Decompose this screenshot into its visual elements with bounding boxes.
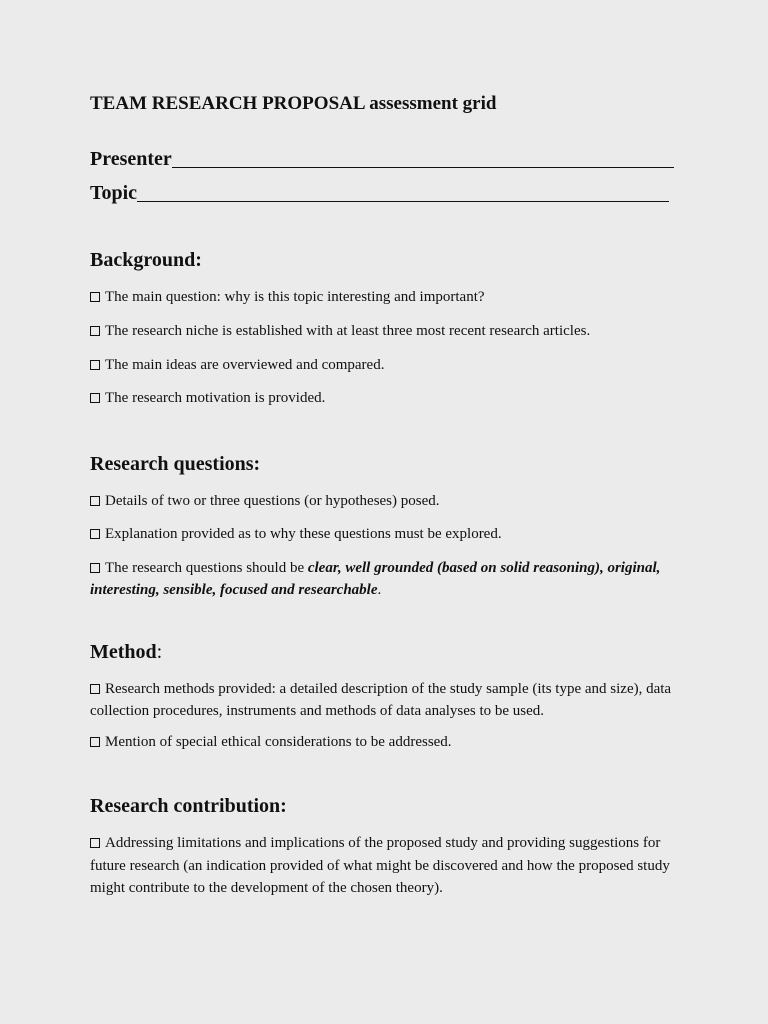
method-heading: Method: [90, 641, 163, 663]
presenter-label: Presenter [90, 148, 172, 170]
background-heading: Background: [90, 249, 202, 271]
method-item: Research methods provided: a detailed description of the study sample (its type and size), data collection procedures, instruments and methods of data analyses to be used. [90, 681, 672, 719]
checkbox[interactable] [90, 326, 100, 336]
background-item: The research motivation is provided. [90, 387, 682, 409]
method-item: Mention of special ethical considerations to be addressed. [90, 731, 682, 753]
research-questions-heading: Research questions: [90, 453, 261, 475]
checkbox[interactable] [90, 360, 100, 370]
checkbox[interactable] [90, 393, 100, 403]
checkbox[interactable] [90, 496, 100, 506]
research-contribution-item: Addressing limitations and implications of the proposed study and providing suggestions for future research (an indication provided of what might be discovered and how the proposed study might contribute to the development of the chosen theory). [90, 835, 670, 896]
checkbox[interactable] [90, 838, 100, 848]
checkbox[interactable] [90, 563, 100, 573]
background-item: The research niche is established with at least three most recent research articles. [90, 320, 682, 342]
presenter-field [90, 148, 674, 171]
presenter-blank-line [172, 166, 674, 168]
research-questions-item: Explanation provided as to why these questions must be explored. [90, 523, 682, 545]
research-questions-item: The research questions should be clear, well grounded (based on solid reasoning), original, interesting, sensible, focused and researchable. [90, 560, 661, 598]
emphasized-criteria: clear, well grounded (based on solid reasoning), original, interesting, sensible, focused and researchable [90, 560, 661, 598]
research-contribution-heading: Research contribution: [90, 795, 287, 817]
checkbox[interactable] [90, 684, 100, 694]
document-title: TEAM RESEARCH PROPOSAL assessment grid [90, 93, 497, 114]
checkbox[interactable] [90, 737, 100, 747]
research-questions-item: Details of two or three questions (or hypotheses) posed. [90, 490, 682, 512]
background-item: The main question: why is this topic interesting and important? [90, 286, 682, 308]
checkbox[interactable] [90, 529, 100, 539]
topic-field [90, 182, 669, 205]
checkbox[interactable] [90, 292, 100, 302]
topic-label: Topic [90, 182, 138, 204]
background-item: The main ideas are overviewed and compared. [90, 354, 682, 376]
topic-blank-line [137, 200, 669, 202]
